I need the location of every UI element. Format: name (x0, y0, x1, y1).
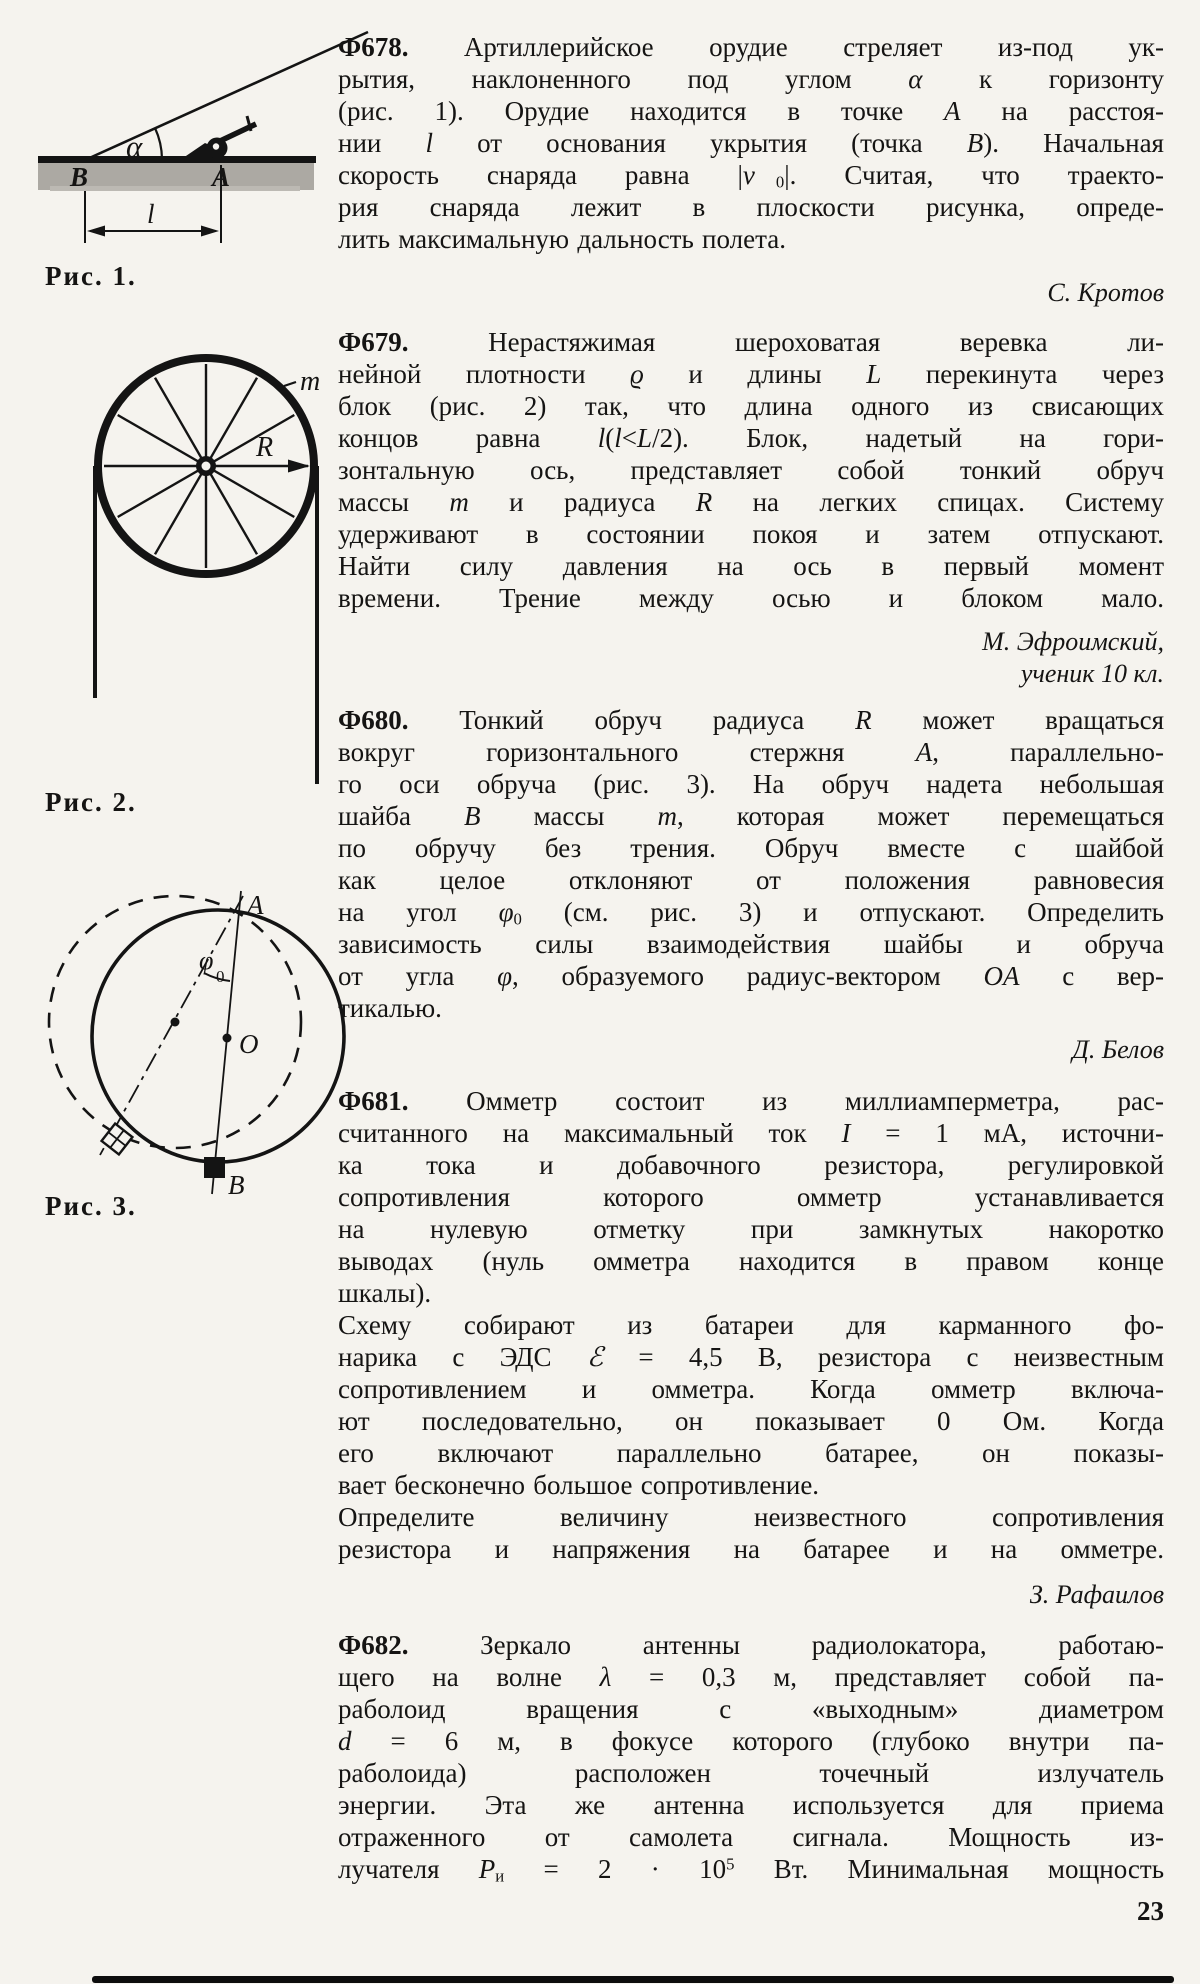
text-line: Найти силу давления на ось в первый момент (338, 551, 1164, 581)
problem-f681 (338, 1085, 1164, 1565)
text-line: энергии. Эта же антенна используется для приема (338, 1790, 1164, 1820)
problem-f679 (338, 326, 1164, 614)
text-line: лить максимальную дальность полета. (338, 224, 786, 254)
phi-sub-label: 0 (216, 967, 225, 986)
author-f679-line2: ученик 10 кл. (1020, 659, 1164, 688)
text-line: щего на волне λ = 0,3 м, представляет собой па- (338, 1662, 1164, 1692)
problem-f678 (338, 31, 1164, 255)
vertical-diameter-line (212, 891, 241, 1194)
mass-leader-line (284, 382, 296, 386)
text-line: сопротивлением и омметра. Когда омметр включа- (338, 1374, 1164, 1404)
text-line: концов равна l(l<L/2). Блок, надетый на гори- (338, 423, 1164, 453)
cannon-icon (183, 116, 256, 159)
text-line: блок (рис. 2) так, что длина одного из свисающих (338, 391, 1164, 421)
text-line: нии l от основания укрытия (точка B). Начальная (338, 128, 1164, 158)
text-line: го оси обруча (рис. 3). На обруч надета небольшая (338, 769, 1164, 799)
radius-arrowhead (288, 460, 310, 473)
washer-b-icon (204, 1157, 225, 1178)
text-line: времени. Трение между осью и блоком мало. (338, 583, 1164, 613)
figure-3 (18, 866, 352, 1218)
axle-hole (202, 462, 211, 471)
text-line: Ф682. Зеркало антенны радиолокатора, работаю- (338, 1630, 1164, 1660)
displaced-center-dot (171, 1018, 180, 1027)
point-a-label: A (212, 162, 231, 192)
text-line: скорость снаряда равна $|v⃗_0|$. Считая, что траекто- (338, 160, 1164, 192)
text-line: вокруг горизонтального стержня A, параллельно- (338, 737, 1164, 767)
text-line: массы m и радиуса R на легких спицах. Систему (338, 487, 1164, 517)
author-f680: Д. Белов (1072, 1035, 1164, 1064)
figure-3-caption: Рис. 3. (45, 1191, 137, 1221)
radius-r-label: R (256, 432, 274, 463)
text-line: Определите величину неизвестного сопротивления (338, 1502, 1164, 1532)
text-line: Ф681. Омметр состоит из миллиамперметра, рас- (338, 1086, 1164, 1116)
text-line: шайба B массы m, которая может перемещаться (338, 801, 1165, 831)
scan-edge-artifact (92, 1976, 1174, 1983)
page-number: 23 (1137, 1896, 1164, 1926)
distance-l-label: l (147, 199, 155, 229)
text-line: от угла φ, образуемого радиус-вектором OA с вер- (338, 961, 1164, 991)
text-line: Схему собирают из батареи для карманного фо- (338, 1310, 1164, 1340)
text-line: тикалью. (338, 993, 442, 1023)
text-line: Ф678. Артиллерийское орудие стреляет из-под ук- (338, 32, 1164, 62)
text-line: раболоид вращения с «выходным» диаметром (338, 1694, 1164, 1724)
figure-1-caption: Рис. 1. (45, 261, 137, 291)
text-line: ют последовательно, он показывает 0 Ом. Когда (338, 1406, 1164, 1436)
center-o-label: O (239, 1029, 259, 1059)
text-line: по обручу без трения. Обруч вместе с шайбой (338, 833, 1164, 863)
mass-m-label: m (300, 366, 321, 397)
text-line: нейной плотности ϱ и длины L перекинута через (338, 359, 1164, 389)
text-line: лучателя $P_и = 2 \cdot 10^5$ Вт. Минимальная мощность (338, 1854, 1165, 1886)
text-line: d = 6 м, в фокусе которого (глубоко внутри па- (338, 1726, 1164, 1756)
text-line: зависимость силы взаимодействия шайбы и обруча (338, 929, 1164, 959)
point-b-label: B (70, 162, 89, 192)
angle-alpha-label: α (126, 129, 143, 164)
text-line: сопротивления которого омметр устанавливается (338, 1182, 1164, 1212)
author-f678: С. Кротов (1047, 278, 1164, 307)
text-line: Ф680. Тонкий обруч радиуса R может вращаться (338, 705, 1165, 735)
phi-label: φ (199, 946, 214, 975)
angle-arc (155, 128, 162, 159)
text-line: его включают параллельно батарее, он показы- (338, 1438, 1164, 1468)
problem-f680 (338, 704, 1164, 1024)
problem-f682 (338, 1629, 1164, 1885)
text-line: на угол $\varphi_0$ (см. рис. 3) и отпускают. Определить (338, 897, 1164, 929)
text-line: вает бесконечно большое сопротивление. (338, 1470, 820, 1500)
point-a-label: A (247, 890, 264, 920)
text-line: зонтальную ось, представляет собой тонкий обруч (338, 455, 1164, 485)
center-o-dot (223, 1034, 232, 1043)
text-line: резистора и напряжения на батарее и на омметре. (338, 1534, 1164, 1564)
point-b-label: B (228, 1170, 245, 1200)
text-line: шкалы). (338, 1278, 432, 1308)
author-f679: М. Эфроимский, (982, 627, 1164, 656)
text-line: раболоида) расположен точечный излучатель (338, 1758, 1164, 1788)
text-line: считанного на максимальный ток I = 1 мА, источни- (338, 1118, 1164, 1148)
figure-1 (28, 18, 372, 250)
text-line: (рис. 1). Орудие находится в точке A на расстоя- (338, 96, 1164, 126)
text-line: Ф679. Нерастяжимая шероховатая веревка ли- (338, 327, 1164, 357)
text-line: на нулевую отметку при замкнутых накоротко (338, 1214, 1164, 1244)
text-line: отраженного от самолета сигнала. Мощность из- (338, 1822, 1164, 1852)
figure-2-caption: Рис. 2. (45, 787, 137, 817)
text-line: рия снаряда лежит в плоскости рисунка, опреде- (338, 192, 1164, 222)
text-line: как целое отклоняют от положения равновесия (338, 865, 1164, 895)
text-line: ка тока и добавочного резистора, регулировкой (338, 1150, 1164, 1180)
author-f681: З. Рафаилов (1029, 1580, 1164, 1609)
figure-2 (60, 334, 342, 806)
text-line: удерживают в состоянии покоя и затем отпускают. (338, 519, 1164, 549)
text-line: рытия, наклоненного под углом α к горизонту (338, 64, 1164, 94)
text-line: выводах (нуль омметра находится в правом конце (338, 1246, 1164, 1276)
text-line: нарика с ЭДС ℰ = 4,5 В, резистора с неизвестным (338, 1342, 1165, 1372)
